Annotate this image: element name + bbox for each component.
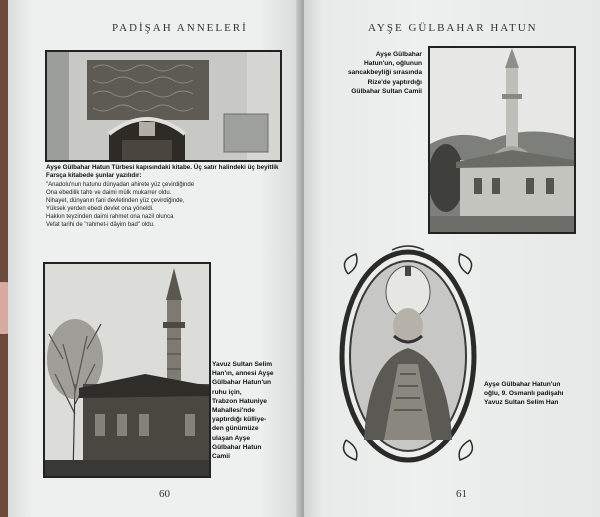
inscription-line-6: Vefat tarihi de "rahmet-i dâyim bad" oldu. <box>46 222 155 229</box>
rize-caption-line-4: Rize'de yaptırdığı <box>367 78 422 86</box>
right-page <box>304 0 600 517</box>
inscription-line-3: Nihayet, dünyanın fani devletinden yüz çevirdiğinde, <box>46 198 185 204</box>
inscription-line-1: "Anadolu'nun hatunu dünyadan ahirete yüz çevirdiğinde <box>46 181 195 188</box>
trabzon-caption-line-2: Han'ın, annesi Ayşe <box>212 370 274 378</box>
trabzon-mosque-caption <box>212 360 296 461</box>
right-page-number: 61 <box>456 488 467 500</box>
rize-caption-line-5: Gülbahar Sultan Camii <box>351 87 422 95</box>
rize-mosque-photo <box>428 46 576 234</box>
sultan-portrait <box>338 244 478 468</box>
portrait-caption-line-3: Yavuz Sultan Selim Han <box>484 399 559 407</box>
inscription-photo <box>45 50 282 162</box>
left-page <box>8 0 304 517</box>
rize-caption-line-1: Ayşe Gülbahar <box>375 51 422 58</box>
inscription-line-2: Ona ebedilik tahtı ve daimi mülk mukarrer oldu. <box>46 189 172 196</box>
trabzon-caption-line-11: Camii <box>212 453 230 461</box>
trabzon-caption-line-7: yaptırdığı külliye- <box>212 416 267 424</box>
inscription-caption <box>46 164 286 229</box>
trabzon-caption-line-8: den günümüze <box>212 425 259 433</box>
inscription-caption-heading: Ayşe Gülbahar Hatun Türbesi kapısındaki kitabe. Üç satır halindeki üç beyitlik Farsça kitabede şunlar yazılıdır: <box>46 164 279 180</box>
trabzon-mosque-photo <box>43 262 211 478</box>
trabzon-caption-line-4: ruhu için, <box>212 388 242 396</box>
left-running-head: PADİŞAH ANNELERİ <box>112 22 248 34</box>
portrait-caption-line-2: oğlu, 9. Osmanlı padişahı <box>484 390 564 398</box>
inscription-line-4: Yüksek yerden ebedi devlet ona yöneldi. <box>46 206 154 213</box>
trabzon-caption-line-1: Yavuz Sultan Selim <box>212 361 273 368</box>
trabzon-caption-line-3: Gülbahar Hatun'un <box>212 379 272 387</box>
left-page-number: 60 <box>159 488 170 500</box>
rize-caption-line-2: Hatun'un, oğlunun <box>364 60 422 68</box>
rize-mosque-caption <box>310 50 422 96</box>
right-running-head: AYŞE GÜLBAHAR HATUN <box>368 22 538 34</box>
portrait-caption <box>484 380 594 408</box>
trabzon-caption-line-5: Trabzon Hatuniye <box>212 397 267 405</box>
inscription-line-5: Hakkın teyzinden daimi rahmet ona nazil olunca <box>46 214 174 221</box>
trabzon-caption-line-6: Mahallesi'nde <box>212 407 255 415</box>
portrait-caption-line-1: Ayşe Gülbahar Hatun'un <box>484 381 561 388</box>
rize-caption-line-3: sancakbeyliği sırasında <box>347 69 422 77</box>
trabzon-caption-line-9: ulaşan Ayşe <box>212 434 250 442</box>
trabzon-caption-line-10: Gülbahar Hatun <box>212 443 262 451</box>
